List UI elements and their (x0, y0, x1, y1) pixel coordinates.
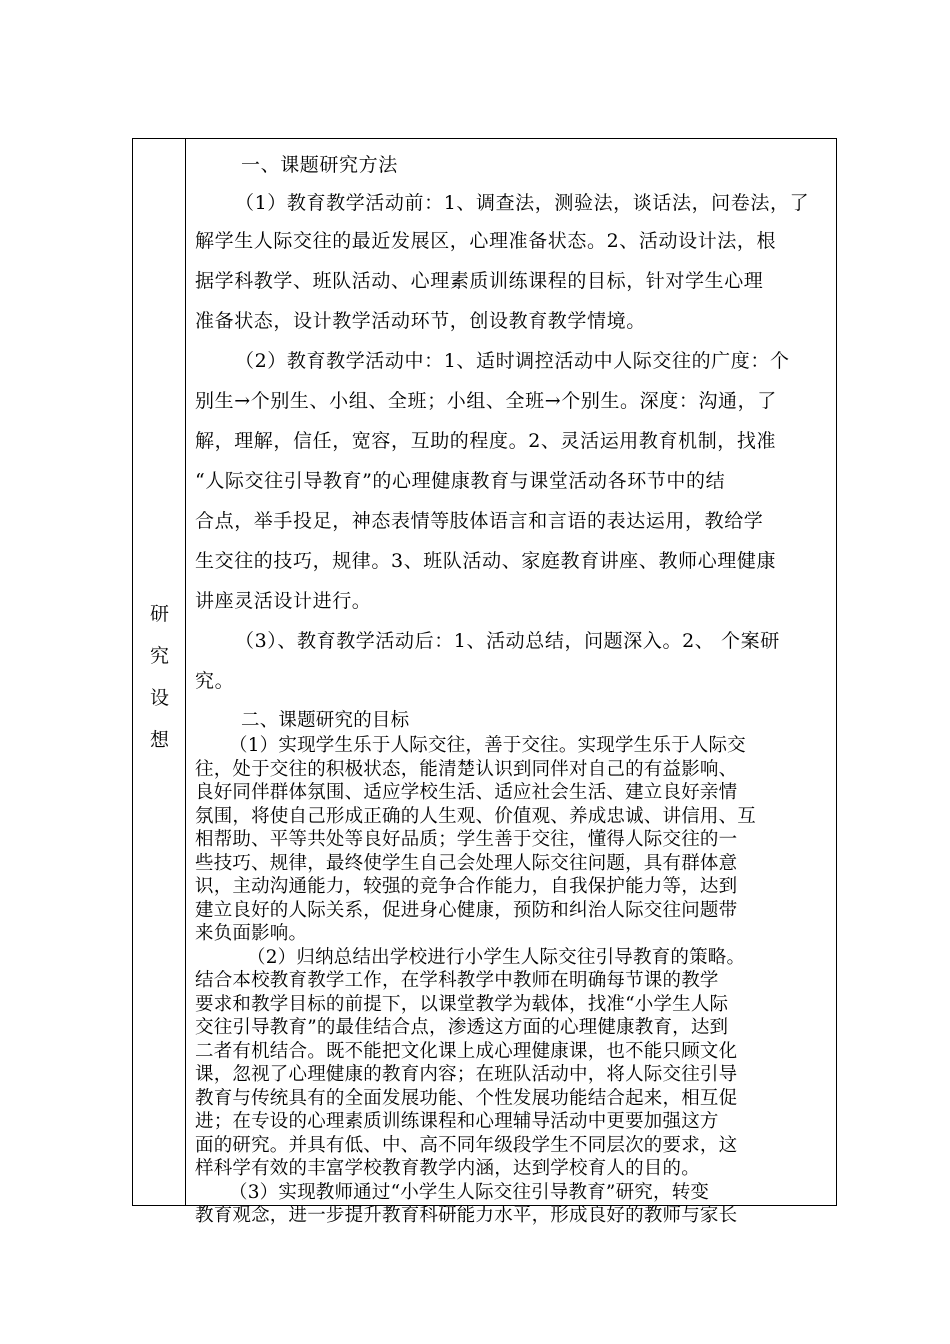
section-heading: 二、课题研究的目标 (241, 710, 410, 731)
text-line: 面的研究。并具有低、中、高不同年级段学生不同层次的要求，这 (195, 1135, 738, 1156)
text-line: 来负面影响。 (195, 923, 308, 944)
text-line: 教育观念，进一步提升教育科研能力水平，形成良好的教师与家长 (195, 1205, 738, 1226)
content-cell (186, 139, 836, 1226)
text-line: 准备状态，设计教学活动环节，创设教育教学情境。 (195, 310, 646, 332)
text-line: （1）教育教学活动前：1、调查法，测验法，谈话法，问卷法，了 (235, 192, 810, 214)
text-line: 往，处于交往的积极状态，能清楚认识到同伴对自己的有益影响、 (195, 759, 738, 780)
text-line: 良好同伴群体氛围、适应学校生活、适应社会生活、建立良好亲情 (195, 782, 738, 803)
research-plan-table (132, 138, 837, 1226)
text-line: （3）、教育教学活动后：1、活动总结，问题深入。2、 个案研 (235, 630, 780, 652)
text-line: 进；在专设的心理素质训练课程和心理辅导活动中更要加强这方 (195, 1111, 719, 1132)
text-line: 氛围，将使自己形成正确的人生观、价值观、养成忠诚、讲信用、互 (195, 806, 757, 827)
label-column (133, 139, 186, 1205)
text-line: 二者有机结合。既不能把文化课上成心理健康课，也不能只顾文化 (195, 1041, 738, 1062)
text-line: （1）实现学生乐于人际交往，善于交往。实现学生乐于人际交 (229, 735, 746, 756)
text-line: 讲座灵活设计进行。 (195, 590, 372, 612)
text-line: 建立良好的人际关系，促进身心健康，预防和纠治人际交往问题带 (195, 900, 738, 921)
label-char: 研 (149, 603, 169, 625)
text-line: （2）教育教学活动中：1、适时调控活动中人际交往的广度：个 (235, 350, 790, 372)
text-line: 识，主动沟通能力，较强的竞争合作能力，自我保护能力等，达到 (195, 876, 738, 897)
label-char: 究 (149, 645, 169, 667)
text-line: （3）实现教师通过“小学生人际交往引导教育”研究，转变 (229, 1182, 710, 1203)
text-line: 究。 (195, 670, 235, 692)
text-line: 交往引导教育”的最佳结合点，渗透这方面的心理健康教育，达到 (195, 1017, 729, 1038)
label-char: 设 (149, 687, 169, 709)
text-line: 合点，举手投足，神态表情等肢体语言和言语的表达运用，教给学 (195, 510, 764, 532)
text-line: 样科学有效的丰富学校教育教学内涵，达到学校育人的目的。 (195, 1158, 700, 1179)
label-char: 想 (149, 729, 169, 751)
text-line: “人际交往引导教育”的心理健康教育与课堂活动各环节中的结 (195, 470, 726, 492)
text-line: 解学生人际交往的最近发展区，心理准备状态。2、活动设计法，根 (195, 230, 777, 252)
text-line: 课，忽视了心理健康的教育内容；在班队活动中，将人际交往引导 (195, 1064, 738, 1085)
text-line: 据学科教学、班队活动、心理素质训练课程的目标，针对学生心理 (195, 270, 764, 292)
text-line: 解，理解，信任，宽容，互助的程度。2、灵活运用教育机制，找准 (195, 430, 777, 452)
text-line: 些技巧、规律，最终使学生自己会处理人际交往问题，具有群体意 (195, 853, 738, 874)
text-line: 相帮助、平等共处等良好品质；学生善于交往，懂得人际交往的一 (195, 829, 738, 850)
text-line: 生交往的技巧，规律。3、班队活动、家庭教育讲座、教师心理健康 (195, 550, 777, 572)
text-line: 别生→个别生、小组、全班；小组、全班→个别生。深度：沟通，了 (195, 390, 777, 412)
text-line: （2）归纳总结出学校进行小学生人际交往引导教育的策略。 (247, 947, 746, 968)
text-line: 要求和教学目标的前提下，以课堂教学为载体，找准“小学生人际 (195, 994, 729, 1015)
section-heading: 一、课题研究方法 (241, 154, 398, 176)
text-line: 教育与传统具有的全面发展功能、个性发展功能结合起来，相互促 (195, 1088, 738, 1109)
text-line: 结合本校教育教学工作，在学科教学中教师在明确每节课的教学 (195, 970, 719, 991)
